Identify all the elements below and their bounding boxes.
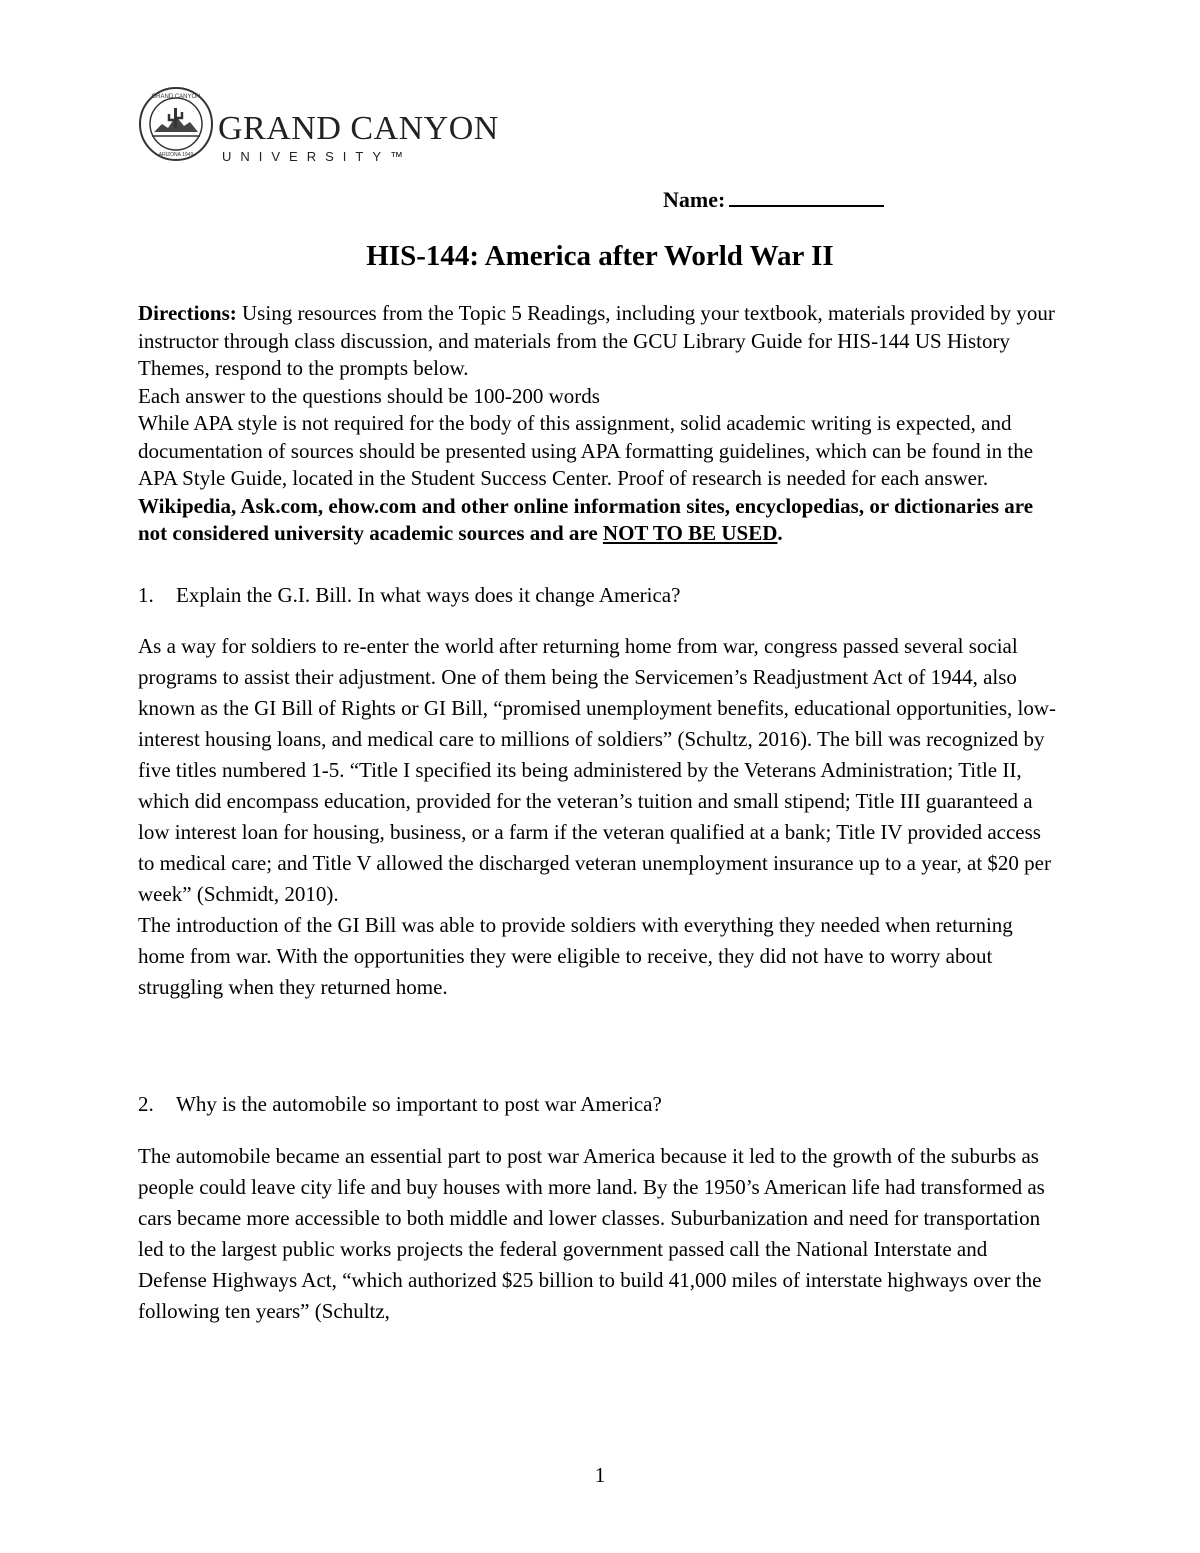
university-logo bbox=[138, 86, 499, 166]
svg-text:GRAND CANYON: GRAND CANYON bbox=[151, 94, 201, 100]
sources-warning: Wikipedia, Ask.com, ehow.com and other online information sites, encyclopedias, or dictionaries are not considered university academic sources and are NOT TO BE USED. bbox=[138, 493, 1034, 545]
apa-instruction: While APA style is not required for the body of this assignment, solid academic writing is expected, and documentation of sources should be presented using APA formatting guidelines, which can be found in the APA Style Guide, located in the Student Success Center. Proof of research is needed for each answer. bbox=[138, 411, 1034, 490]
document-body bbox=[138, 300, 1058, 1327]
name-blank-line bbox=[729, 185, 884, 207]
answer-1-paragraph-2: The introduction of the GI Bill was able to provide soldiers with everything they needed when returning home from war. With the opportunities they were eligible to receive, they did not have to worry about struggling when they returned home. bbox=[138, 913, 1013, 999]
answer-2-paragraph-1: The automobile became an essential part to post war America because it led to the growth of the suburbs as people could leave city life and buy houses with more land. By the 1950’s American life had transformed as cars became more accessible to both middle and lower classes. Suburbanization and need for transportation led to the largest public works projects the federal government passed call the National Interstate and Defense Highways Act, “which authorized $25 billion to build 41,000 miles of interstate highways over the following ten years” (Schultz, bbox=[138, 1143, 1045, 1323]
name-field bbox=[663, 185, 884, 213]
logo-subtitle: UNIVERSITY™ bbox=[222, 149, 413, 164]
logo-wordmark: GRAND CANYON bbox=[218, 110, 499, 147]
question-2: 2. Why is the automobile so important to post war America? bbox=[138, 1092, 662, 1116]
question-1-prompt: Explain the G.I. Bill. In what ways does it change America? bbox=[176, 582, 681, 607]
directions-label: Directions: bbox=[138, 301, 237, 325]
question-2-prompt: Why is the automobile so important to post war America? bbox=[176, 1092, 662, 1116]
word-count-instruction: Each answer to the questions should be 100-200 words bbox=[138, 383, 600, 408]
page-number: 1 bbox=[594, 1463, 606, 1487]
answer-1-paragraph-1: As a way for soldiers to re-enter the world after returning home from war, congress passed several social programs to assist their adjustment. One of them being the Servicemen’s Readjustment Act of 1944, also known as the GI Bill of Rights or GI Bill, “promised unemployment benefits, educational opportunities, low-interest housing loans, and medical care to millions of soldiers” (Schultz, 2016). The bill was recognized by five titles numbered 1-5. “Title I specified its being administered by the Veterans Administration; Title II, which did encompass education, provided for the veteran’s tuition and small stipend; Title III guaranteed a low interest loan for housing, business, or a farm if the veteran qualified at a bank; Title IV provided access to medical care; and Title V allowed the discharged veteran unemployment insurance up to a year, at $20 per week” (Schmidt, 2010). bbox=[138, 634, 1057, 906]
svg-text:ARIZONA 1949: ARIZONA 1949 bbox=[158, 152, 194, 158]
name-label: Name: bbox=[663, 187, 726, 212]
directions-text: Using resources from the Topic 5 Readings, including your textbook, materials provided by your instructor through class discussion, and materials from the GCU Library Guide for HIS-144 US History Themes, respond to the prompts below. bbox=[138, 301, 1055, 380]
directions-paragraph bbox=[138, 300, 1058, 383]
not-to-be-used: NOT TO BE USED bbox=[602, 521, 778, 545]
document-title: HIS-144: America after World War II bbox=[366, 240, 834, 272]
question-1: 1. Explain the G.I. Bill. In what ways does it change America? bbox=[138, 582, 681, 607]
university-seal-icon bbox=[138, 86, 214, 162]
